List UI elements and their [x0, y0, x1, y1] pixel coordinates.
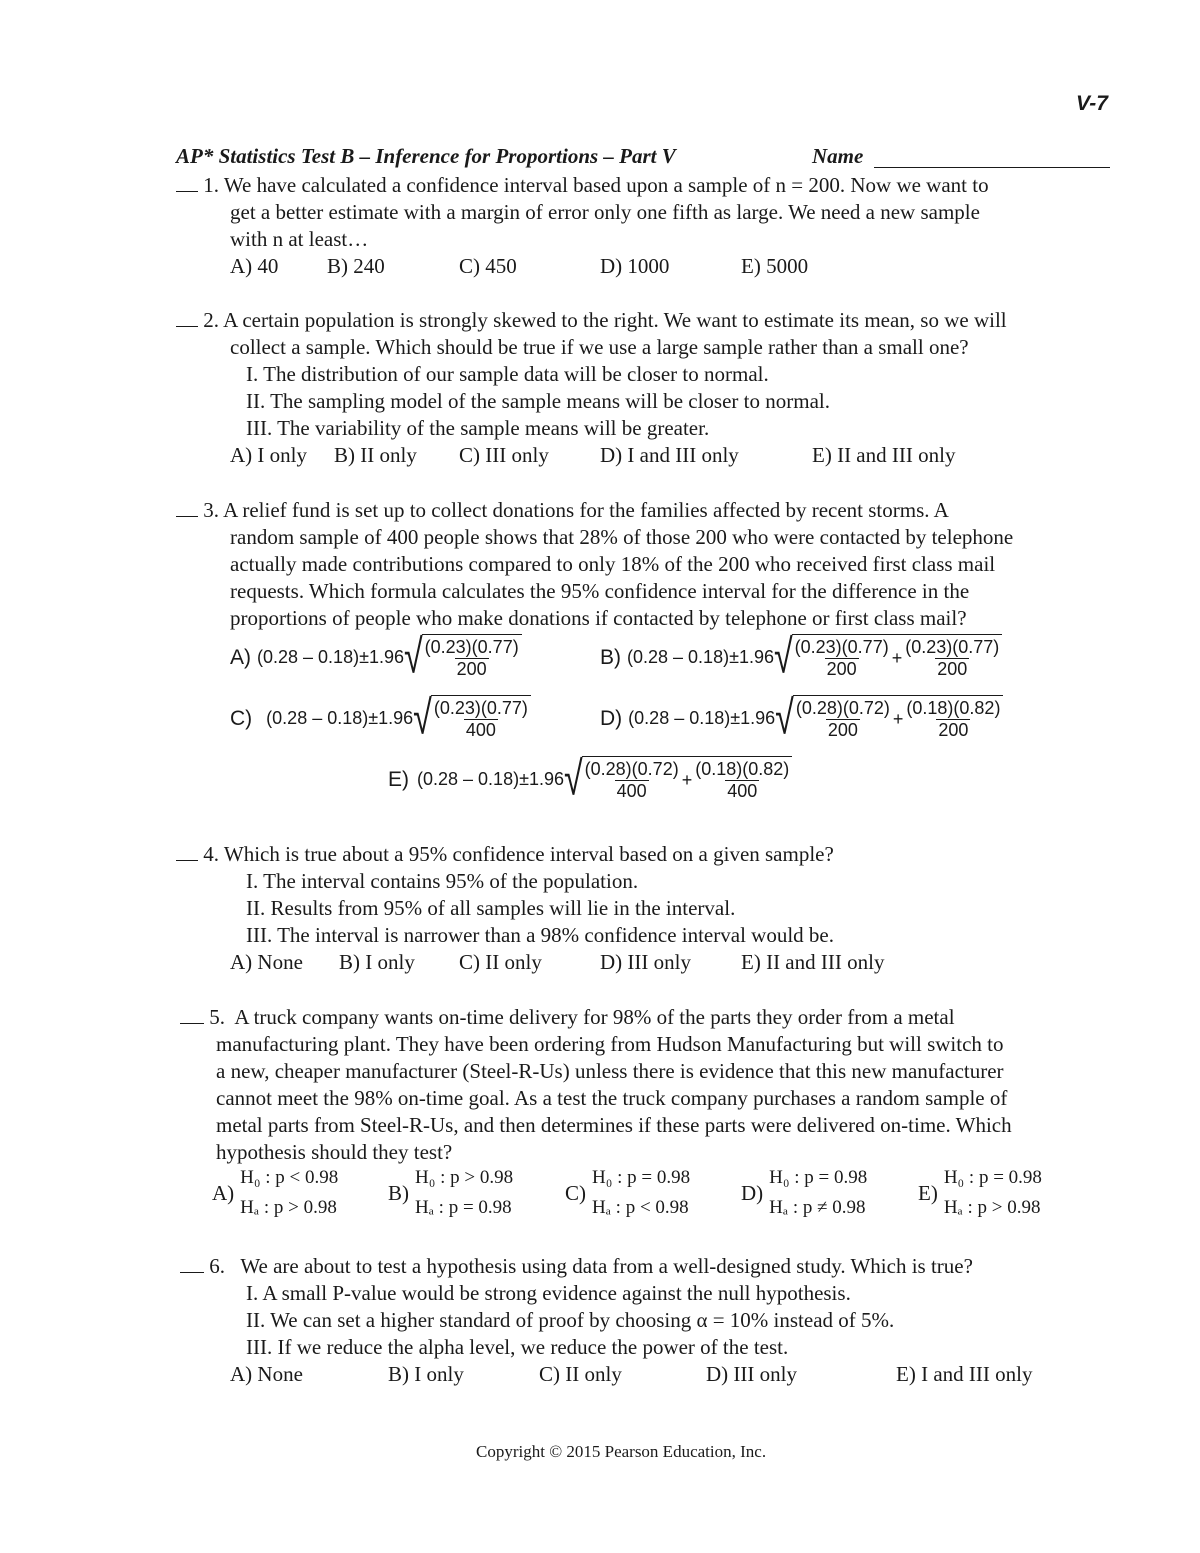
- null-hypothesis: H₀ : p = 0.98: [769, 1167, 868, 1188]
- option-a[interactable]: A) I only: [230, 443, 307, 467]
- option-a[interactable]: A) None: [230, 950, 303, 974]
- option-label: A): [212, 1180, 235, 1205]
- option-d[interactable]: D) I and III only: [600, 443, 739, 467]
- option-label: D): [600, 706, 623, 730]
- name-field[interactable]: [874, 167, 1110, 168]
- option-d[interactable]: D) III only: [706, 1362, 797, 1386]
- null-hypothesis: H₀ : p = 0.98: [943, 1167, 1042, 1188]
- option-d[interactable]: D) 1000: [600, 254, 670, 278]
- statement-3: III. The interval is narrower than a 98% confidence interval would be.: [246, 923, 834, 947]
- question-1: [176, 172, 989, 199]
- statement-1: I. The distribution of our sample data will be closer to normal.: [246, 362, 769, 386]
- numerator: (0.18)(0.82): [906, 698, 1001, 718]
- alternative-hypothesis: Hₐ : p > 0.98: [943, 1197, 1041, 1218]
- numerator: (0.28)(0.72): [795, 698, 890, 718]
- option-b[interactable]: B) I only: [388, 1362, 464, 1386]
- hypothesis-option-e[interactable]: [918, 1163, 1042, 1223]
- question-text: Which is true about a 95% confidence interval based on a given sample?: [223, 842, 834, 866]
- square-root: √ $\frac{(0.23)(0.77)}{200}$ + $\frac{(0.23)(0.77)}{200}$: [774, 634, 1002, 680]
- page-number: V-7: [1076, 92, 1108, 115]
- statement-1: I. The interval contains 95% of the population.: [246, 869, 639, 893]
- statement-1: I. A small P-value would be strong evidence against the null hypothesis.: [246, 1281, 851, 1305]
- plus-sign: +: [891, 648, 903, 668]
- hypothesis-option-d[interactable]: [741, 1163, 867, 1223]
- option-label: C): [565, 1180, 586, 1205]
- question-text: We are about to test a hypothesis using data from a well-designed study. Which is true?: [240, 1254, 973, 1278]
- question-text: get a better estimate with a margin of error only one fifth as large. We need a new sample: [230, 200, 980, 224]
- hypothesis-option-a[interactable]: [212, 1163, 338, 1223]
- statement-2: II. We can set a higher standard of proof by choosing α = 10% instead of 5%.: [246, 1308, 895, 1332]
- option-e[interactable]: E) II and III only: [812, 443, 956, 467]
- formula-prefix: (0.28 – 0.18)±1.96: [417, 768, 564, 789]
- formula-option-b[interactable]: [600, 630, 1002, 684]
- answer-blank-5[interactable]: [180, 1023, 204, 1024]
- question-4: [176, 841, 834, 868]
- option-label: B): [388, 1180, 409, 1205]
- formula-option-c[interactable]: [230, 691, 531, 745]
- question-2: [176, 307, 1007, 334]
- formula-prefix: (0.28 – 0.18)±1.96: [257, 646, 404, 667]
- answer-blank-4[interactable]: [176, 860, 198, 861]
- option-b[interactable]: B) 240: [327, 254, 385, 278]
- formula-option-a[interactable]: [230, 630, 522, 684]
- option-c[interactable]: C) III only: [459, 443, 549, 467]
- question-text: requests. Which formula calculates the 95% confidence interval for the difference in the: [230, 579, 970, 603]
- answer-blank-6[interactable]: [180, 1272, 204, 1273]
- option-b[interactable]: B) II only: [334, 443, 417, 467]
- square-root: √ $\frac{(0.23)(0.77)}{400}$: [413, 695, 531, 741]
- option-d[interactable]: D) III only: [600, 950, 691, 974]
- question-text: proportions of people who make donations if contacted by telephone or first class mail?: [230, 606, 967, 630]
- question-text: hypothesis should they test?: [216, 1140, 453, 1164]
- answer-blank-1[interactable]: [176, 191, 198, 192]
- denominator: 200: [937, 659, 968, 679]
- option-label: E): [918, 1180, 938, 1205]
- question-number: 6.: [209, 1254, 225, 1278]
- option-c[interactable]: C) 450: [459, 254, 517, 278]
- question-number: 2.: [203, 308, 219, 332]
- option-e[interactable]: E) II and III only: [741, 950, 885, 974]
- denominator: 400: [465, 720, 496, 740]
- answer-blank-3[interactable]: [176, 516, 198, 517]
- null-hypothesis: H₀ : p = 0.98: [592, 1167, 691, 1188]
- numerator: (0.23)(0.77): [794, 637, 889, 657]
- question-number: 3.: [203, 498, 219, 522]
- plus-sign: +: [681, 770, 693, 790]
- denominator: 200: [456, 659, 487, 679]
- null-hypothesis: H₀ : p < 0.98: [240, 1167, 339, 1188]
- question-text: metal parts from Steel-R-Us, and then determines if these parts were delivered on-time. Which: [216, 1113, 1012, 1137]
- alternative-hypothesis: Hₐ : p ≠ 0.98: [769, 1197, 866, 1218]
- numerator: (0.23)(0.77): [433, 698, 528, 718]
- plus-sign: +: [892, 709, 904, 729]
- numerator: (0.23)(0.77): [424, 637, 519, 657]
- question-text: actually made contributions compared to only 18% of the 200 who received first class mail: [230, 552, 996, 576]
- alternative-hypothesis: Hₐ : p > 0.98: [240, 1197, 337, 1218]
- hypothesis-option-c[interactable]: [565, 1163, 690, 1223]
- alternative-hypothesis: Hₐ : p < 0.98: [592, 1197, 689, 1218]
- answer-blank-2[interactable]: [176, 326, 198, 327]
- question-text: a new, cheaper manufacturer (Steel-R-Us) unless there is evidence that this new manufacturer: [216, 1059, 1004, 1083]
- statement-3: III. The variability of the sample means will be greater.: [246, 416, 710, 440]
- question-text: random sample of 400 people shows that 28% of those 200 who were contacted by telephone: [230, 525, 1014, 549]
- formula-option-d[interactable]: [600, 691, 1003, 745]
- option-label: A): [230, 645, 251, 669]
- formula-prefix: (0.28 – 0.18)±1.96: [628, 707, 776, 728]
- copyright: Copyright © 2015 Pearson Education, Inc.: [476, 1442, 767, 1461]
- name-label: Name: [812, 144, 864, 168]
- question-text: A relief fund is set up to collect donations for the families affected by recent storms. A: [223, 498, 949, 522]
- question-3: [176, 497, 949, 524]
- formula-prefix: (0.28 – 0.18)±1.96: [627, 646, 774, 667]
- question-text: manufacturing plant. They have been ordering from Hudson Manufacturing but will switch to: [216, 1032, 1004, 1056]
- question-text: with n at least…: [230, 227, 369, 251]
- alternative-hypothesis: Hₐ : p = 0.98: [415, 1197, 512, 1218]
- question-6: [180, 1253, 973, 1280]
- option-b[interactable]: B) I only: [339, 950, 415, 974]
- numerator: (0.18)(0.82): [695, 759, 790, 779]
- formula-option-e[interactable]: [388, 752, 792, 806]
- question-number: 5.: [209, 1005, 225, 1029]
- option-label: D): [741, 1180, 764, 1205]
- square-root: √ $\frac{(0.28)(0.72)}{200}$ + $\frac{(0.18)(0.82)}{200}$: [775, 695, 1003, 741]
- question-text: We have calculated a confidence interval based upon a sample of n = 200. Now we want to: [223, 173, 989, 197]
- square-root: √ $\frac{(0.28)(0.72)}{400}$ + $\frac{(0.18)(0.82)}{400}$: [564, 756, 792, 802]
- test-title: AP* Statistics Test B – Inference for Proportions – Part V: [176, 144, 676, 168]
- question-text: cannot meet the 98% on-time goal. As a test the truck company purchases a random sample of: [216, 1086, 1008, 1110]
- hypothesis-option-b[interactable]: [388, 1163, 513, 1223]
- null-hypothesis: H₀ : p > 0.98: [415, 1167, 514, 1188]
- denominator: 200: [827, 720, 858, 740]
- numerator: (0.28)(0.72): [584, 759, 679, 779]
- option-a[interactable]: A) None: [230, 1362, 303, 1386]
- option-e[interactable]: E) I and III only: [896, 1362, 1033, 1386]
- question-text: A truck company wants on-time delivery for 98% of the parts they order from a metal: [234, 1005, 955, 1029]
- numerator: (0.23)(0.77): [905, 637, 1000, 657]
- statement-2: II. Results from 95% of all samples will lie in the interval.: [246, 896, 736, 920]
- denominator: 200: [826, 659, 857, 679]
- square-root: √ $\frac{(0.23)(0.77)}{200}$: [404, 634, 522, 680]
- denominator: 400: [727, 781, 758, 801]
- option-a[interactable]: A) 40: [230, 254, 279, 278]
- option-label: B): [600, 645, 621, 669]
- question-number: 4.: [203, 842, 219, 866]
- option-label: C): [230, 706, 253, 730]
- formula-prefix: (0.28 – 0.18)±1.96: [266, 707, 414, 728]
- question-text: collect a sample. Which should be true if we use a large sample rather than a small one?: [230, 335, 969, 359]
- statement-3: III. If we reduce the alpha level, we reduce the power of the test.: [246, 1335, 789, 1359]
- statement-2: II. The sampling model of the sample means will be closer to normal.: [246, 389, 830, 413]
- question-text: A certain population is strongly skewed to the right. We want to estimate its mean, so we will: [223, 308, 1007, 332]
- question-number: 1.: [203, 173, 219, 197]
- option-e[interactable]: E) 5000: [741, 254, 809, 278]
- denominator: 200: [938, 720, 969, 740]
- option-label: E): [388, 767, 409, 791]
- denominator: 400: [616, 781, 647, 801]
- option-c[interactable]: C) II only: [459, 950, 542, 974]
- question-5: [180, 1004, 955, 1031]
- option-c[interactable]: C) II only: [539, 1362, 622, 1386]
